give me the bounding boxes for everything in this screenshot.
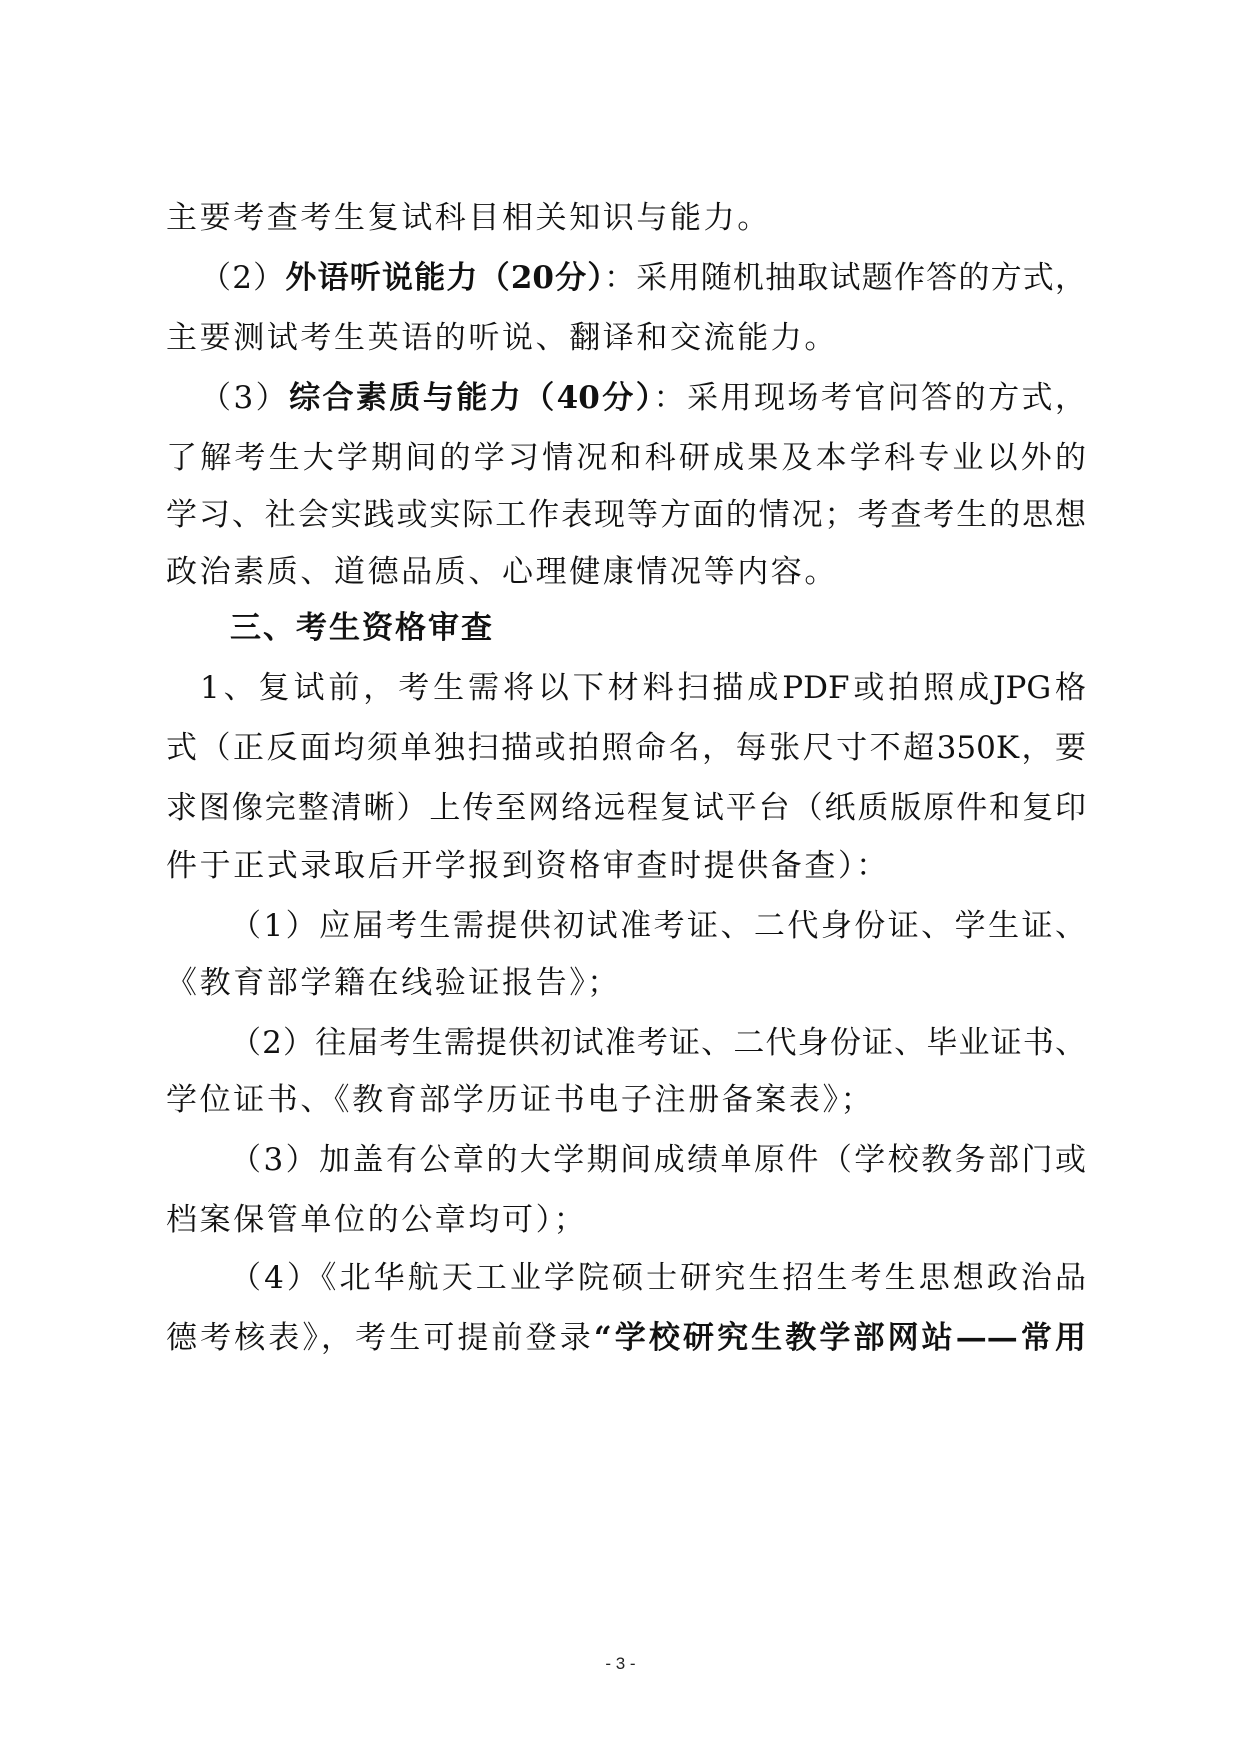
text: 学习、社会实践或实际工作表现等方面的情况；考查考生的思想 [166,497,1086,533]
paragraph-line [166,963,1086,1003]
paragraph-line [166,552,1086,592]
paragraph-line [166,1318,1086,1358]
paragraph-line [166,1080,1086,1120]
text: 政治素质、道德品质、心理健康情况等内容。 [166,554,838,590]
text: 件于正式录取后开学报到资格审查时提供备查）： [166,848,890,884]
bold-heading-text: 综合素质与能力（40分） [289,380,654,416]
page-number: - 3 - [605,1654,636,1673]
text: （2）往届考生需提供初试准考证、二代身份证、毕业证书、 [230,1025,1086,1061]
text: 档案保管单位的公章均可）； [166,1202,588,1238]
text: （4）《北华航天工业学院硕士研究生招生考生思想政治品 [230,1260,1086,1296]
paragraph-line [166,198,1086,238]
text: （3）加盖有公章的大学期间成绩单原件（学校教务部门或 [230,1142,1086,1178]
paragraph-line [166,728,1086,768]
bold-link-text: “学校研究生教学部网站——常用 [593,1320,1086,1356]
paragraph-line [200,258,1086,298]
section-heading [230,608,1086,648]
paragraph-line [200,668,1086,708]
paragraph-line [230,1023,1086,1063]
text: 德考核表》，考生可提前登录 [166,1320,594,1356]
paragraph-line [166,318,1086,358]
heading-text: 三、考生资格审查 [230,610,494,646]
text: 主要测试考生英语的听说、翻译和交流能力。 [166,320,838,356]
paragraph-line [230,1140,1086,1180]
text: 主要考查考生复试科目相关知识与能力。 [166,200,771,236]
text: 了解考生大学期间的学习情况和科研成果及本学科专业以外的 [166,440,1086,476]
paragraph-line [200,378,1086,418]
text: 《教育部学籍在线验证报告》； [166,965,621,1001]
item-number: （2） [200,260,286,296]
paragraph-line [166,788,1086,828]
paragraph-line [166,846,1086,886]
text: 1、复试前，考生需将以下材料扫描成PDF或拍照成JPG格 [200,670,1086,706]
text: （1）应届考生需提供初试准考证、二代身份证、学生证、 [230,908,1086,944]
paragraph-line [166,1200,1086,1240]
paragraph-line [166,438,1086,478]
text: 式（正反面均须单独扫描或拍照命名，每张尺寸不超350K，要 [166,730,1086,766]
text: ：采用随机抽取试题作答的方式， [604,260,1087,296]
text: ：采用现场考官问答的方式， [653,380,1087,416]
text: 求图像完整清晰）上传至网络远程复试平台（纸质版原件和复印 [166,790,1086,826]
bold-heading-text: 外语听说能力（20分） [285,260,605,296]
text: 学位证书、《教育部学历证书电子注册备案表》； [166,1082,875,1118]
paragraph-line [230,1258,1086,1298]
item-number: （3） [200,380,290,416]
paragraph-line [166,495,1086,535]
paragraph-line [230,906,1086,946]
